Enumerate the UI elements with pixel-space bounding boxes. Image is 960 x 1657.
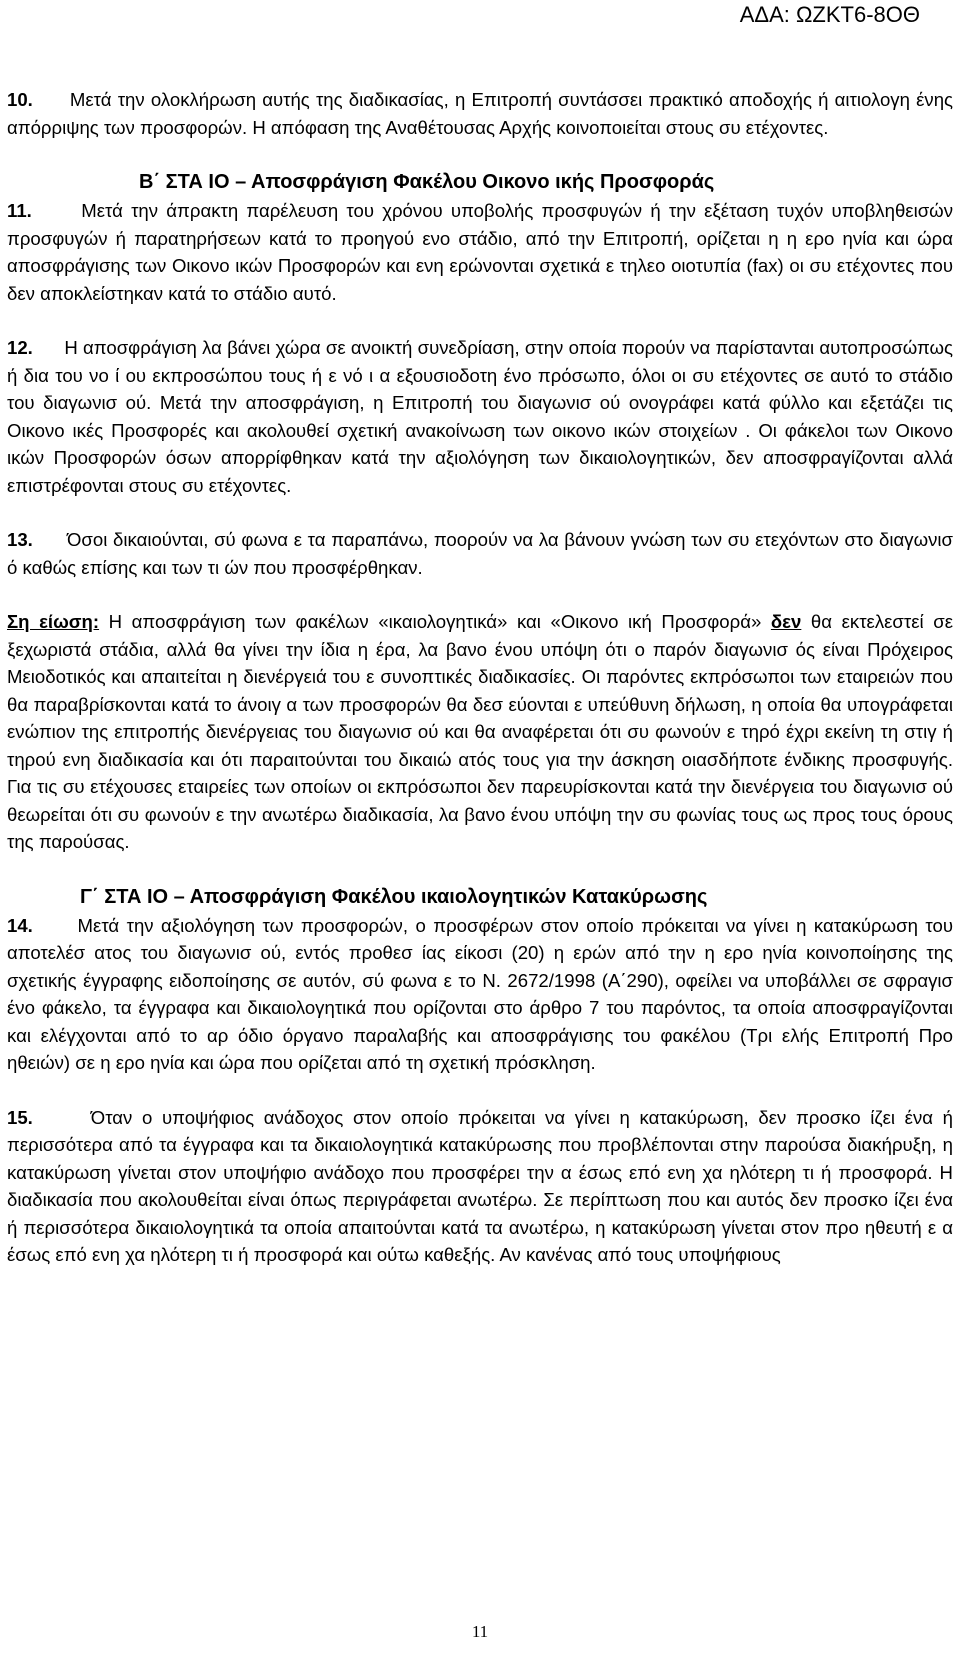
document-body — [7, 86, 953, 1269]
section-heading-c: Γ΄ ΣΤΑ ΙΟ – Αποσφράγιση Φακέλου ικαιολογητικών Κατακύρωσης — [80, 885, 708, 908]
paragraph-10 — [7, 86, 953, 141]
paragraph-text: Μετά την αξιολόγηση των προσφορών, ο προσφέρων στον οποίο πρόκειται να γίνει η κατακύρωση του αποτελέσ ατος του διαγωνισ ού, εντός προθεσ ίας είκοσι (20) η ερών από την η ερο ηνία κοινοποίησης της σχετικής έγγραφης ειδοποίησης σε αυτόν, σύ φωνα ε το Ν. 2672/1998 (Α΄290), οφείλει να υποβάλλει σε σφραγισ ένο φάκελο, τα έγγραφα και δικαιολογητικά που ορίζονται στο άρθρο 7 του παρόντος, τα οποία αποσφραγίζονται και ελέγχονται από το αρ όδιο όργανο παραλαβής και αποσφράγισης του φακέλου (Τρι ελής Επιτροπή Προ ηθειών) σε η ερο ηνία και ώρα που ορίζεται από τη σχετική πρόσκληση. — [7, 914, 953, 1073]
paragraph-14 — [7, 912, 953, 1077]
ada-code: ΑΔΑ: ΩΖΚΤ6-8ΟΘ — [739, 2, 920, 27]
paragraph-number: 11. — [7, 200, 32, 221]
note-text-a: Η αποσφράγιση των φακέλων «ικαιολογητικά» και «Οικονο ική Προσφορά» — [99, 611, 771, 632]
paragraph-text: Μετά την ολοκλήρωση αυτής της διαδικασίας, η Επιτροπή συντάσσει πρακτικό αποδοχής ή αιτιολογη ένης απόρριψης των προσφορών. Η απόφαση της Αναθέτουσας Αρχής κοινοποιείται στους συ ετέχοντες. — [7, 89, 953, 138]
section-heading-b: Β΄ ΣΤΑ ΙΟ – Αποσφράγιση Φακέλου Οικονο ικής Προσφοράς — [139, 171, 715, 193]
paragraph-11 — [7, 197, 953, 307]
paragraph-text: Μετά την άπρακτη παρέλευση του χρόνου υποβολής προσφυγών ή την εξέταση τυχόν υποβληθεισών προσφυγών ή παρατηρήσεων κατά το προηγού ενο στάδιο, από την Επιτροπή, ορίζεται η η ερο ηνία και ώρα αποσφράγισης των Οικονο ικών Προσφορών και ενη ερώνονται σχετικά ε τηλεο οιοτυπία (fax) οι συ ετέχοντες που δεν αποκλείστηκαν κατά το στάδιο αυτό. — [7, 200, 953, 304]
paragraph-number: 14. — [7, 914, 33, 936]
note-emphasis: δεν — [770, 611, 802, 632]
paragraph-text: Η αποσφράγιση λα βάνει χώρα σε ανοικτή συνεδρίαση, στην οποία πορούν να παρίστανται αυτοπροσώπως ή δια του νο ί ου εκπροσώπου τους ή ε νό ι α εξουσιοδοτη ένο πρόσωπο, όλοι οι συ ετέχοντες σε αυτό το στάδιο του διαγωνισ ού. Μετά την αποσφράγιση, η Επιτροπή του διαγωνισ ού ονογράφει κατά φύλλο και εξετάζει τις Οικονο ικές Προσφορές και ακολουθεί σχετική ανακοίνωση των οικονο ικών στοιχείων . Οι φάκελοι των Οικονο ικών Προσφορών όσων απορρίφθηκαν κατά την αξιολόγηση των δικαιολογητικών, δεν αποσφραγίζονται αλλά επιστρέφονται στους συ ετέχοντες. — [7, 337, 953, 496]
paragraph-13 — [7, 526, 953, 581]
page-number: 11 — [471, 1622, 489, 1641]
paragraph-number: 13. — [7, 529, 33, 550]
paragraph-number: 15. — [7, 1106, 33, 1128]
paragraph-15 — [7, 1104, 953, 1269]
paragraph-12 — [7, 334, 953, 499]
paragraph-text: Όταν ο υποψήφιος ανάδοχος στον οποίο πρόκειται να γίνει η κατακύρωση, δεν προσκο ίζει ένα ή περισσότερα από τα έγγραφα και τα δικαιολογητικά κατακύρωσης που προβλέπονται στην παρούσα διακήρυξη, η κατακύρωση γίνεται στον υποψήφιο ανάδοχο που προσφέρει την α έσως επό ενη χα ηλότερη τι ή προσφορά. Η διαδικασία που ακολουθείται είναι όπως περιγράφεται ανωτέρω. Σε περίπτωση που και αυτός δεν προσκο ίζει ένα ή περισσότερα δικαιολογητικά τα οποία απαιτούνται κατά τα ανωτέρω, η κατακύρωση γίνεται στον προ ηθευτή ε α έσως επό ενη χα ηλότερη τι ή προσφορά και ούτω καθεξής. Αν κανένας από τους υποψήφιους — [7, 1106, 953, 1265]
note-text-b: θα εκτελεστεί σε ξεχωριστά στάδια, αλλά θα γίνει την ίδια η έρα, λα βανο ένου υπόψη ότι ο παρόν διαγωνισ ός είναι Πρόχειρος Μειοδοτικός και απαιτείται η διενέργειά του ε συνοπτικές διαδικασίες. Οι παρόντες εκπρόσωποι των εταιρειών που θα παραβρίσκονται κατά το άνοιγ α των προσφορών θα δεσ εύονται ε υπεύθυνη δήλωση, η οποία θα υπογράφεται ενώπιον της επιτροπής διενέργειας του διαγωνισ ού και θα αναφέρεται ότι συ φωνούν ε τηρό έχρι εκείνη τη στιγ ή τηρού ενη διαδικασία και ότι παραιτούνται του δικαιώ ατός τους για την άσκηση οιασδήποτε ένδικης προσφυγής. Για τις συ ετέχουσες εταιρείες των οποίων οι εκπρόσωποι δεν παρευρίσκονται κατά την διενέργεια του διαγωνισ ού θεωρείται ότι συ φωνούν ε την ανωτέρω διαδικασία, λα βανο ένου υπόψη την συ φωνίας τους ως προς τους όρους της παρούσας. — [7, 611, 954, 852]
note-label: Ση είωση: — [7, 611, 100, 632]
paragraph-number: 10. — [7, 89, 33, 110]
paragraph-text: Όσοι δικαιούνται, σύ φωνα ε τα παραπάνω, ποορούν να λα βάνουν γνώση των συ ετεχόντων στο διαγωνισ ό καθώς επίσης και των τι ών που προσφέρθηκαν. — [7, 529, 954, 578]
paragraph-number: 12. — [7, 337, 33, 358]
note-paragraph — [7, 608, 953, 856]
